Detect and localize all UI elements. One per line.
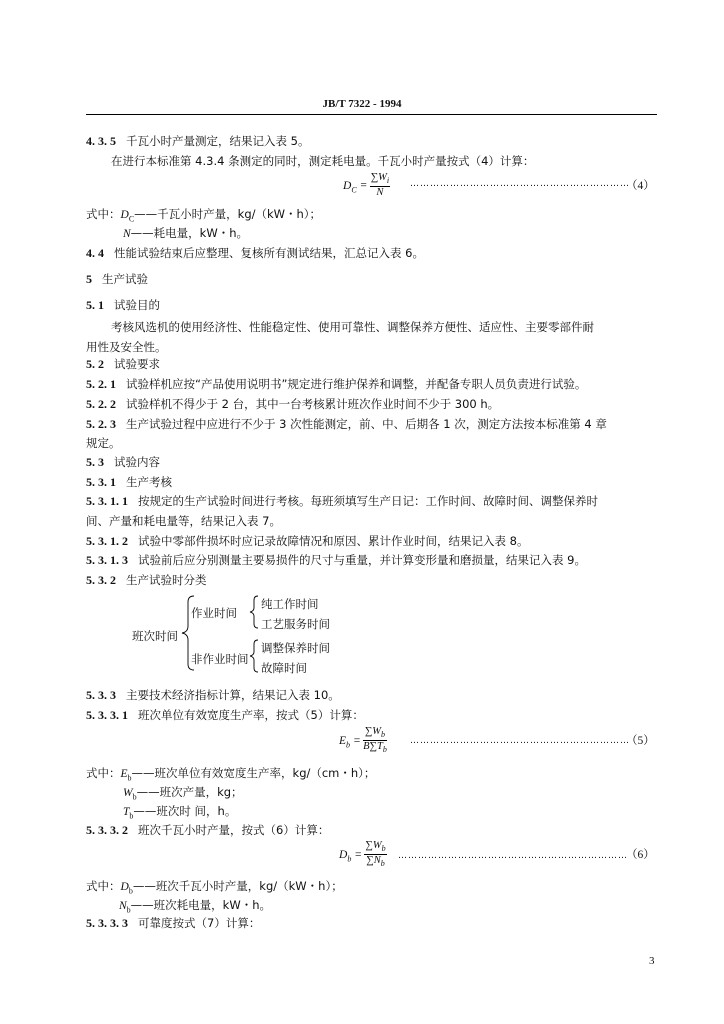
section-5-1: 5. 1 试验目的 [86,298,160,312]
section-5-2-1: 5. 2. 1 试验样机应按“产品使用说明书”规定进行维护保养和调整，并配备专职人员负责进行试验。 [86,377,587,391]
where-line: $N_b——$班次耗电量，kW・h。 [119,898,271,915]
section-5-3: 5. 3 试验内容 [86,455,160,469]
paragraph: 规定。 [86,436,121,450]
section-5-3-1-1: 5. 3. 1. 1 按规定的生产试验时间进行考核。每班须填写生产日记：工作时间、故障时间、调整保养时 [86,494,598,508]
tree-root: 班次时间 [132,629,178,643]
where-line: 式中：$D_C——$千瓦小时产量，kg/（kW・h）； [86,207,322,224]
tree-work: 作业时间 [191,606,237,620]
where-line: N——耗电量，kW・h。 [123,226,248,240]
equation-6: $D_b$ = $\frac{\sum W_b}{\sum N_b}$ [339,840,386,869]
paragraph: 考核风选机的使用经济性、性能稳定性、使用可靠性、调整保养方便性、适应性、主要零部件耐 [111,320,594,334]
section-5-3-3-3: 5. 3. 3. 3 可靠度按式（7）计算： [86,916,261,930]
running-header: JB/T 7322 - 1994 [322,98,402,110]
section-5-2: 5. 2 试验要求 [86,357,160,371]
brace-icon [248,594,262,630]
section-text: 千瓦小时产量测定，结果记入表 5。 [126,134,310,148]
where-line: 式中：$E_b——$班次单位有效宽度生产率，kg/（cm・h）； [86,766,376,783]
section-5-3-3-1: 5. 3. 3. 1 班次单位有效宽度生产率，按式（5）计算： [86,708,364,722]
section-5-2-2: 5. 2. 2 试验样机不得少于 2 台，其中一台考核累计班次作业时间不少于 300 h。 [86,397,500,411]
tree-adjust: 调整保养时间 [261,641,330,655]
leader-dots: ………………………………………………………… [410,179,630,189]
section-4-4: 4. 4 性能试验结束后应整理、复核所有测试结果，汇总记入表 6。 [86,246,424,260]
equation-number: （6） [626,849,655,861]
section-5-3-1-2: 5. 3. 1. 2 试验中零部件损坏时应记录故障情况和原因、累计作业时间，结果记入表 8。 [86,534,529,548]
section-5-2-3: 5. 2. 3 生产试验过程中应进行不少于 3 次性能测定，前、中、后期各 1 次，测定方法按本标准第 4 章 [86,417,607,431]
tree-pure: 纯工作时间 [261,597,319,611]
tree-process: 工艺服务时间 [261,617,330,631]
section-5-3-3-2: 5. 3. 3. 2 班次千瓦小时产量，按式（6）计算： [86,823,330,837]
tree-nonwork: 非作业时间 [191,652,249,666]
where-line: 式中：$D_b——$班次千瓦小时产量，kg/（kW・h）； [86,879,343,896]
eq-lhs: $D_C$ [343,179,357,194]
paragraph: 间、产量和耗电量等，结果记入表 7。 [86,514,281,528]
eq-fraction: $\frac{\sum W_i}{N}$ [370,172,390,199]
paragraph: 在进行本标准第 4.3.4 条测定的同时，测定耗电量。千瓦小时产量按式（4）计算： [111,154,535,168]
section-5: 5 生产试验 [86,272,148,286]
equation-number: （5） [626,735,655,747]
equation-5: $E_b$ = $\frac{\sum W_b}{B\sum T_b}$ [339,726,387,755]
header-rule [86,114,657,115]
section-5-3-1: 5. 3. 1 生产考核 [86,475,172,489]
leader-dots: ………………………………………………………… [410,736,630,746]
section-4-3-5 [86,133,309,149]
page-number: 3 [649,955,655,967]
paragraph: 用性及安全性。 [86,340,167,354]
where-line: $W_b——$班次产量，kg； [123,785,243,802]
tree-fault: 故障时间 [261,661,307,675]
section-5-3-1-3: 5. 3. 1. 3 试验前后应分别测量主要易损件的尺寸与重量，并计算变形量和磨损量，结果记入表 9。 [86,553,586,567]
section-5-3-2: 5. 3. 2 生产试验时分类 [86,573,207,587]
where-line: $T_b——$班次时 间，h。 [123,804,237,821]
equation-4: $D_C$ = $\frac{\sum W_i}{N}$ [343,172,390,199]
brace-icon [248,638,262,674]
leader-dots: …………………………………………………………… [398,851,628,861]
section-5-3-3: 5. 3. 3 主要技术经济指标计算，结果记入表 10。 [86,688,340,702]
section-number: 4. 3. 5 [86,134,116,148]
equation-number: （4） [626,180,655,192]
